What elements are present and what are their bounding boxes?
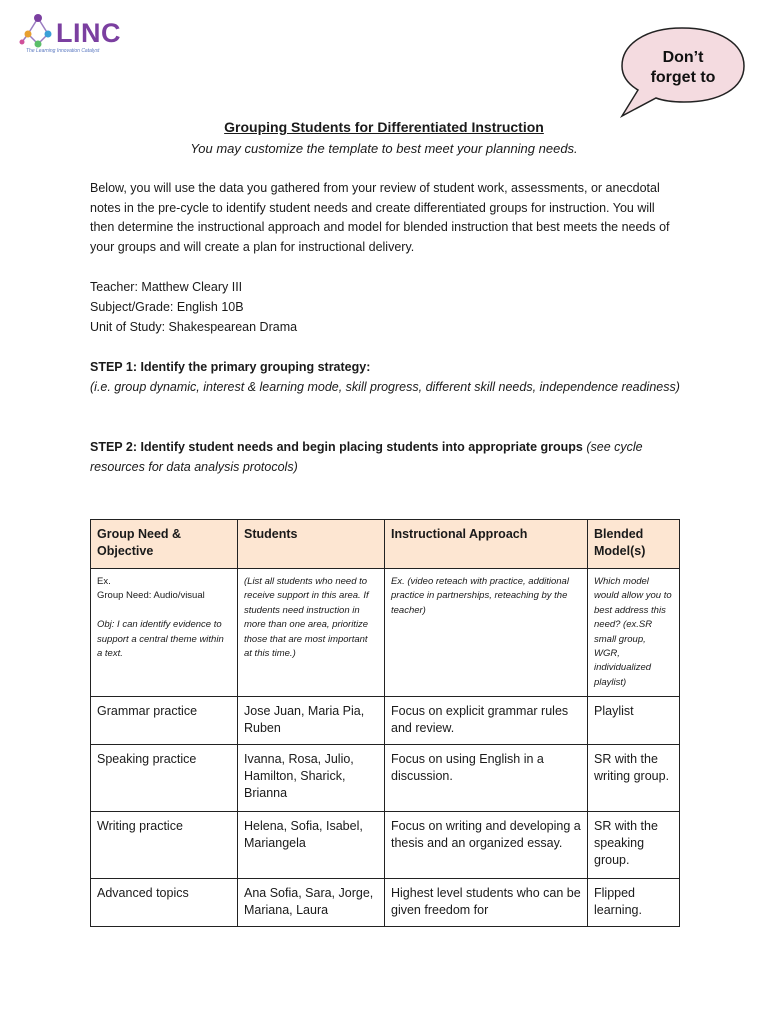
example-students-cell: (List all students who need to receive support in this area. If students need instruction in more than one area, prioritize those that are most important at this time.) — [238, 569, 385, 697]
table-row — [91, 745, 680, 812]
logo-tagline: The Learning Innovation Catalyst — [26, 48, 100, 54]
row-students: Ivanna, Rosa, Julio, Hamilton, Sharick, Brianna — [238, 745, 385, 812]
example-need-objective: Obj: I can identify evidence to support a central theme within a text. — [97, 619, 224, 660]
row-model: Playlist — [588, 697, 680, 745]
callout-bubble — [612, 24, 752, 120]
row-model: SR with the writing group. — [588, 745, 680, 812]
row-students: Helena, Sofia, Isabel, Mariangela — [238, 812, 385, 879]
table-row — [91, 879, 680, 927]
linc-logo — [18, 12, 128, 56]
example-model-cell: Which model would allow you to best address this need? (ex.SR small group, WGR, individualized playlist) — [588, 569, 680, 697]
example-need-group: Group Need: Audio/visual — [97, 590, 205, 602]
table-header-row — [91, 520, 680, 569]
row-students: Ana Sofia, Sara, Jorge, Mariana, Laura — [238, 879, 385, 927]
row-need: Grammar practice — [91, 697, 238, 745]
row-model: Flipped learning. — [588, 879, 680, 927]
table-row — [91, 697, 680, 745]
row-need: Speaking practice — [91, 745, 238, 812]
page-subtitle: You may customize the template to best meet your planning needs. — [190, 141, 578, 156]
step-2-label: STEP 2: Identify student needs and begin placing students into appropriate groups — [90, 440, 583, 454]
step-2-hint: (see cycle resources for data analysis protocols) — [90, 440, 643, 474]
table-row — [91, 812, 680, 879]
step-1-label: STEP 1: Identify the primary grouping strategy: — [90, 360, 371, 374]
header-blended-model: Blended Model(s) — [588, 520, 680, 569]
row-need: Writing practice — [91, 812, 238, 879]
unit-line: Unit of Study: Shakespearean Drama — [90, 320, 298, 334]
step-2 — [90, 438, 690, 477]
step-1-hint: (i.e. group dynamic, interest & learning mode, skill progress, different skill needs, independence readiness) — [90, 379, 680, 394]
row-approach: Highest level students who can be given freedom for — [385, 879, 588, 927]
intro-paragraph: Below, you will use the data you gathered from your review of student work, assessments, or anecdotal notes in the pre-cycle to identify student needs and create differentiated groups for instruction. You will then determine the instructional approach and model for blended instruction that best meets the needs of your groups and will create a plan for instructional delivery. — [90, 181, 670, 254]
step-1 — [90, 358, 690, 397]
logo-wordmark: LINC — [56, 18, 121, 48]
grouping-table — [90, 519, 680, 927]
row-approach: Focus on using English in a discussion. — [385, 745, 588, 812]
row-approach: Focus on explicit grammar rules and review. — [385, 697, 588, 745]
teacher-line: Teacher: Matthew Cleary III — [90, 280, 243, 294]
header-approach: Instructional Approach — [385, 520, 588, 569]
page-title: Grouping Students for Differentiated Instruction — [224, 119, 544, 135]
header-students: Students — [238, 520, 385, 569]
network-nodes-icon — [18, 12, 58, 52]
table-example-row — [91, 569, 680, 697]
header-group-need: Group Need & Objective — [91, 520, 238, 569]
row-model: SR with the speaking group. — [588, 812, 680, 879]
callout-text: Don’t forget to — [650, 49, 716, 86]
example-approach-cell: Ex. (video reteach with practice, additional practice in partnerships, reteaching by the teacher) — [385, 569, 588, 697]
example-need-ex: Ex. — [97, 576, 111, 587]
subject-line: Subject/Grade: English 10B — [90, 300, 244, 314]
example-need-cell — [91, 569, 238, 697]
row-approach: Focus on writing and developing a thesis and an organized essay. — [385, 812, 588, 879]
row-need: Advanced topics — [91, 879, 238, 927]
row-students: Jose Juan, Maria Pia, Ruben — [238, 697, 385, 745]
